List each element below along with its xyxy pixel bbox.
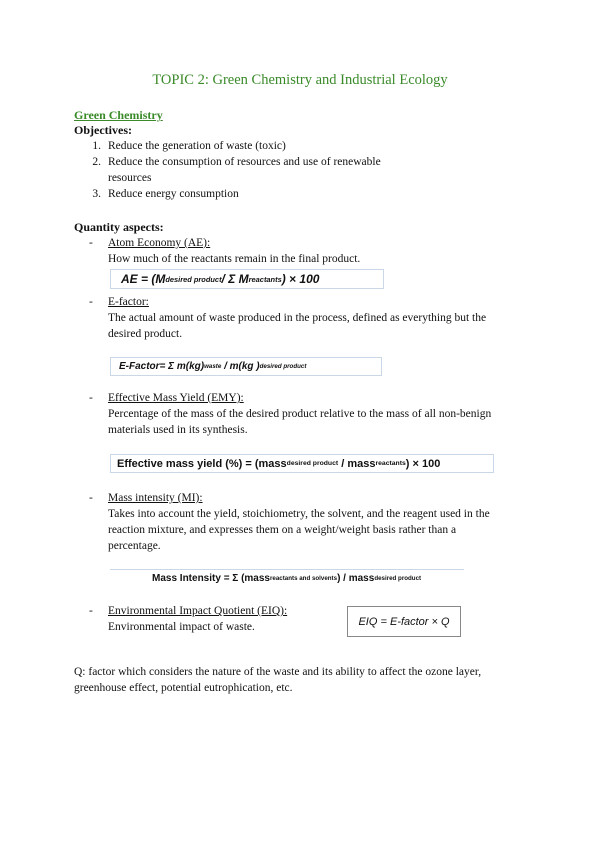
emy-description: Percentage of the mass of the desired product relative to the mass of all non-benign (108, 408, 492, 420)
list-number: 2. (92, 156, 101, 168)
quantity-label: Quantity aspects: (74, 220, 164, 234)
ef-formula-sub: waste (204, 363, 222, 370)
ae-formula-sub: reactants (248, 274, 282, 284)
ae-formula-end: ) × 100 (281, 272, 320, 286)
objective-item: Reduce energy consumption (108, 188, 239, 200)
objective-item-continued: resources (108, 172, 152, 184)
mi-formula (110, 569, 464, 587)
mi-description: percentage. (108, 540, 161, 552)
mi-formula-lhs: Mass Intensity = Σ (mass (152, 573, 270, 584)
ef-formula-sub: desired product (259, 363, 307, 370)
list-number: 3. (92, 188, 101, 200)
emy-formula-sub: reactants (375, 460, 406, 467)
section-heading: Green Chemistry (74, 108, 163, 122)
ae-formula-mid: / Σ M (221, 272, 249, 286)
page-title: TOPIC 2: Green Chemistry and Industrial Ecology (152, 72, 448, 88)
emy-description: materials used in its synthesis. (108, 424, 248, 436)
bullet-dash: - (89, 605, 93, 617)
emy-formula (110, 454, 494, 473)
ef-description: desired product. (108, 328, 183, 340)
mi-name: Mass intensity (MI): (108, 492, 203, 504)
emy-formula-sub: desired product (286, 460, 339, 467)
ae-formula-sub: desired product (165, 274, 222, 284)
eiq-description: Environmental impact of waste. (108, 621, 255, 633)
bullet-dash: - (89, 237, 93, 249)
list-number: 1. (92, 140, 101, 152)
eiq-formula: EIQ = E-factor × Q (347, 606, 461, 637)
ef-name: E-factor: (108, 296, 149, 308)
ef-formula (110, 357, 382, 376)
emy-name: Effective Mass Yield (EMY): (108, 392, 244, 404)
objective-item: Reduce the generation of waste (toxic) (108, 140, 286, 152)
objective-item: Reduce the consumption of resources and use of renewable (108, 156, 381, 168)
note-line: greenhouse effect, potential eutrophication, etc. (74, 682, 293, 694)
ae-formula (110, 269, 384, 289)
emy-formula-mid: / mass (341, 457, 376, 470)
mi-formula-mid: ) / mass (337, 573, 375, 584)
mi-description: Takes into account the yield, stoichiometry, the solvent, and the reagent used in the (108, 508, 490, 520)
ef-description: The actual amount of waste produced in the process, defined as everything but the (108, 312, 487, 324)
objectives-label: Objectives: (74, 123, 132, 137)
mi-formula-sub: desired product (374, 575, 422, 582)
emy-formula-lhs: Effective mass yield (%) = (mass (117, 457, 287, 470)
note-line: Q: factor which considers the nature of the waste and its ability to affect the ozone layer, (74, 666, 482, 678)
emy-formula-end: ) × 100 (405, 457, 441, 470)
ae-formula-lhs: AE = (M (121, 272, 166, 286)
mi-formula-sub: reactants and solvents (270, 575, 338, 582)
ae-name: Atom Economy (AE): (108, 237, 211, 249)
ae-description: How much of the reactants remain in the final product. (108, 253, 361, 265)
eiq-name: Environmental Impact Quotient (EIQ): (108, 605, 288, 617)
bullet-dash: - (89, 492, 93, 504)
bullet-dash: - (89, 392, 93, 404)
bullet-dash: - (89, 296, 93, 308)
ef-formula-mid: / m(kg ) (224, 361, 260, 372)
mi-description: reaction mixture, and expresses them on a weight/weight basis rather than a (108, 524, 457, 536)
ef-formula-lhs: E-Factor= Σ m(kg) (119, 361, 205, 372)
